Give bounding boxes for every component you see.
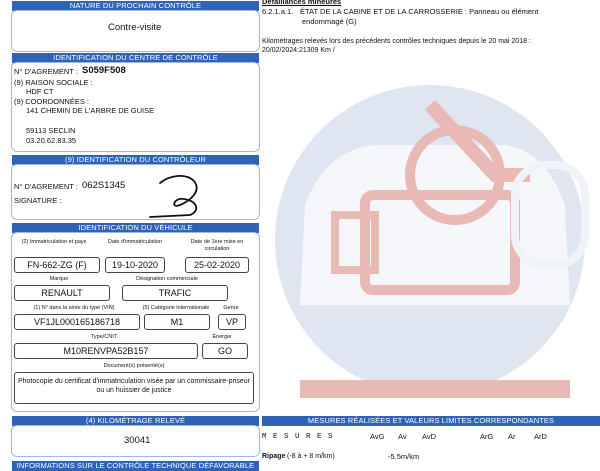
vin-label: (1) N° dans la série du type (VIN) bbox=[33, 305, 115, 311]
mesures-col-ard: ArD bbox=[534, 432, 547, 441]
date-immat-label: Date d'immatriculation bbox=[107, 239, 163, 245]
centre-address-line2: 59113 SECLIN bbox=[26, 126, 76, 135]
centre-address-line1: 141 CHEMIN DE L'ARBRE DE GUISE bbox=[26, 106, 155, 115]
genre-value: VP bbox=[218, 314, 246, 330]
centre-panel bbox=[11, 62, 260, 152]
centre-phone: 03.20.62.83.35 bbox=[26, 136, 77, 145]
nature-value: Contre-visite bbox=[108, 22, 162, 33]
marque-value: RENAULT bbox=[14, 285, 110, 301]
nature-panel bbox=[11, 10, 260, 52]
mesures-row-value: -5.5m/km bbox=[388, 452, 420, 461]
mesures-col-ar: Ar bbox=[508, 432, 516, 441]
km-history-line1: Kilométrages relevés lors des précédents contrôles techniques depuis le 20 mai 2018 : bbox=[262, 38, 531, 45]
kilometrage-value: 30041 bbox=[124, 435, 151, 446]
designation-label: Désignation commerciale bbox=[136, 276, 198, 282]
vin-value: VF1JL000165186718 bbox=[14, 314, 140, 330]
centre-header: IDENTIFICATION DU CENTRE DE CONTRÔLE bbox=[12, 53, 259, 63]
controleur-panel bbox=[11, 164, 260, 220]
km-history-line2: 20/02/2024:21309 Km / bbox=[262, 47, 335, 54]
immat-value: FN-662-ZG (F) bbox=[14, 257, 100, 273]
immat-label: (2) Immatriculation et pays bbox=[21, 239, 87, 245]
genre-label: Genre bbox=[223, 305, 239, 311]
mesures-columns-label: M E S U R E S bbox=[262, 433, 334, 441]
informations-header: INFORMATIONS SUR LE CONTRÔLE TECHNIQUE DÉFAVORABLE bbox=[12, 461, 259, 471]
centre-raison-value: HDF CT bbox=[26, 87, 54, 96]
date-circ-label: Date de 1ère mise en circulation bbox=[190, 239, 244, 252]
date-immat-value: 19-10-2020 bbox=[105, 257, 165, 273]
designation-value: TRAFIC bbox=[122, 285, 228, 301]
energie-value: GO bbox=[202, 343, 248, 359]
kilometrage-header: (4) KILOMÉTRAGE RELEVÉ bbox=[12, 416, 259, 426]
date-circ-value: 25-02-2020 bbox=[185, 257, 249, 273]
nature-header: NATURE DU PROCHAIN CONTRÔLE bbox=[12, 1, 259, 11]
documents-value: Photocopie du certificat d'immatriculation visée par un commissaire-priseur ou un huissier de justice bbox=[14, 372, 254, 404]
controleur-header: (9) IDENTIFICATION DU CONTRÔLEUR bbox=[12, 155, 259, 165]
defaillance-text-line2: endommagé (G) bbox=[302, 17, 357, 26]
centre-agrement-value: S059F508 bbox=[82, 65, 126, 76]
signature-scribble bbox=[140, 171, 220, 219]
controleur-signature-label: SIGNATURE : bbox=[14, 196, 62, 205]
type-value: M10RENVPA52B157 bbox=[14, 343, 198, 359]
mesures-col-arg: ArG bbox=[480, 432, 494, 441]
centre-coord-label: (9) COORDONNÉES : bbox=[14, 97, 90, 106]
kilometrage-panel bbox=[11, 425, 260, 457]
mesures-row-label: Ripage bbox=[262, 453, 286, 460]
defaillances-title: Défaillances mineures bbox=[262, 0, 342, 6]
energie-label: Énergie bbox=[212, 334, 232, 340]
defaillance-code: 6.2.1.a.1. bbox=[262, 7, 294, 16]
mesures-col-av: Av bbox=[398, 432, 407, 441]
controleur-agrement-label: N° D'AGREMENT : bbox=[14, 182, 78, 191]
vehicle-inspection-watermark-icon bbox=[265, 55, 595, 420]
categorie-value: M1 bbox=[144, 314, 210, 330]
mesures-header: MESURES RÉALISÉES ET VALEURS LIMITES CORRESPONDANTES bbox=[262, 416, 600, 426]
centre-raison-label: (9) RAISON SOCIALE : bbox=[14, 78, 93, 87]
documents-label: Document(s) présenté(s) bbox=[103, 363, 165, 369]
mesures-col-avd: AvD bbox=[422, 432, 437, 441]
mesures-row-limits: (-8 à + 8 m/km) bbox=[287, 453, 335, 460]
vehicule-panel bbox=[11, 232, 260, 412]
type-label: Type/CNIT bbox=[90, 334, 118, 340]
vehicule-header: IDENTIFICATION DU VÉHICULE bbox=[12, 223, 259, 233]
defaillances-panel bbox=[262, 0, 600, 410]
defaillance-text-line1: ÉTAT DE LA CABINE ET DE LA CARROSSERIE : Panneau ou élément bbox=[300, 7, 539, 16]
categorie-label: (5) Catégorie internationale bbox=[142, 305, 210, 311]
centre-agrement-label: N° D'AGREMENT : bbox=[14, 67, 78, 76]
marque-label: Marque bbox=[49, 276, 69, 282]
mesures-col-avg: AvG bbox=[370, 432, 385, 441]
controleur-agrement-value: 062S1345 bbox=[82, 180, 126, 191]
mesures-panel bbox=[262, 426, 600, 470]
